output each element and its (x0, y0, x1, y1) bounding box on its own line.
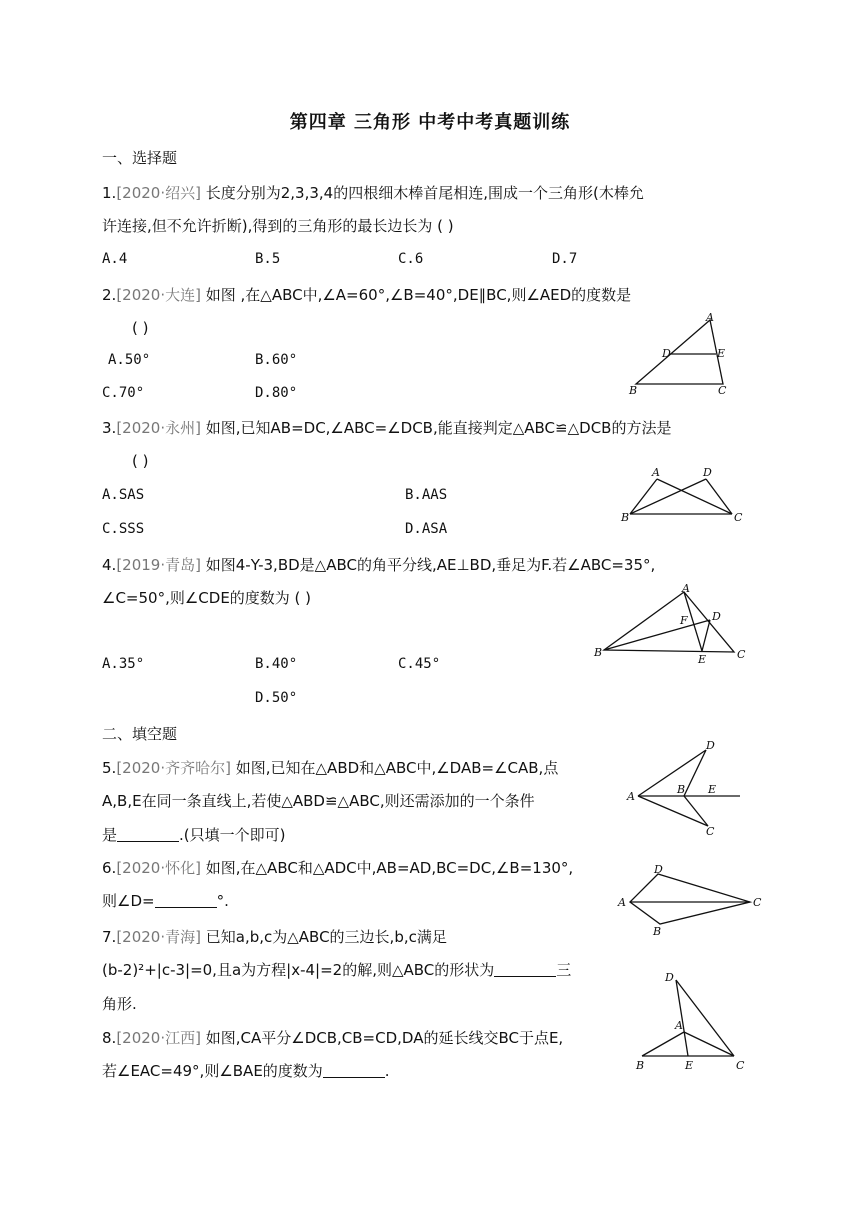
question-source: [2020·绍兴] (116, 184, 201, 202)
label-d: D (665, 971, 674, 984)
question-source: [2020·江西] (116, 1029, 201, 1047)
question-8-line-1 (102, 1028, 563, 1048)
question-5-line-2: A,B,E在同一条直线上,若使△ABD≌△ABC,则还需添加的一个条件 (102, 792, 535, 810)
q1-option-a[interactable]: A.4 (102, 251, 128, 267)
label-d: D (712, 610, 721, 623)
label-a: A (627, 790, 635, 803)
question-source: [2020·怀化] (116, 859, 201, 877)
label-f: F (680, 614, 688, 627)
question-text: (b-2)²+|c-3|=0,且a为方程|x-4|=2的解,则△ABC的形状为 (102, 961, 495, 979)
question-6-line-2 (102, 891, 229, 911)
label-a: A (675, 1019, 683, 1032)
label-c: C (706, 825, 715, 838)
question-number: 5. (102, 759, 117, 777)
q3-option-c[interactable]: C.SSS (102, 521, 145, 537)
label-a: A (618, 896, 626, 909)
question-text: 已知a,b,c为△ABC的三边长,b,c满足 (205, 928, 447, 946)
label-a: A (682, 582, 690, 595)
question-6-line-1 (102, 858, 573, 878)
q1-option-c[interactable]: C.6 (398, 251, 424, 267)
figure-q3-triangles (620, 462, 750, 524)
segment-ba (642, 1032, 684, 1056)
question-4-line-1 (102, 555, 655, 575)
segment-dc (706, 479, 732, 514)
question-2-line-2: ( ) (132, 319, 149, 337)
segment-de (676, 980, 688, 1056)
quadrilateral-adcb (630, 874, 750, 924)
question-text: 则∠D= (102, 892, 155, 910)
q4-option-d[interactable]: D.50° (255, 690, 298, 706)
q2-option-b[interactable]: B.60° (255, 352, 298, 368)
answer-blank[interactable] (155, 893, 217, 908)
answer-blank[interactable] (494, 962, 556, 977)
triangle-abc (636, 320, 726, 384)
question-text: 如图,已知在△ABD和△ABC中,∠DAB=∠CAB,点 (235, 759, 559, 777)
question-8-line-2 (102, 1061, 390, 1081)
q3-option-b[interactable]: B.AAS (405, 487, 448, 503)
answer-blank[interactable] (323, 1063, 385, 1078)
label-a: A (706, 311, 714, 324)
question-number: 1. (102, 184, 117, 202)
question-text: 如图,在△ABC和△ADC中,AB=AD,BC=DC,∠B=130°, (205, 859, 574, 877)
label-e: E (698, 653, 707, 666)
label-d: D (662, 347, 671, 360)
answer-blank[interactable] (117, 827, 179, 842)
question-number: 6. (102, 859, 117, 877)
label-b: B (594, 646, 603, 659)
figure-q8-diagram (632, 966, 752, 1074)
question-number: 4. (102, 556, 117, 574)
question-2-line-1 (102, 285, 631, 305)
q2-option-c[interactable]: C.70° (102, 385, 145, 401)
question-4-line-2: ∠C=50°,则∠CDE的度数为 ( ) (102, 589, 312, 607)
label-b: B (629, 384, 638, 397)
q4-option-a[interactable]: A.35° (102, 656, 145, 672)
question-3-line-2: ( ) (132, 452, 149, 470)
question-text: .(只填一个即可) (179, 826, 286, 844)
label-c: C (753, 896, 762, 909)
question-source: [2020·青海] (116, 928, 201, 946)
question-source: [2020·永州] (116, 419, 201, 437)
segment-ac (638, 796, 708, 826)
figure-q5-diagram (626, 738, 746, 838)
label-b: B (653, 925, 662, 938)
question-text: . (384, 1062, 390, 1080)
question-source: [2020·大连] (116, 286, 201, 304)
label-b: B (636, 1059, 645, 1072)
segment-de (702, 620, 710, 651)
label-d: D (703, 466, 712, 479)
question-source: [2020·齐齐哈尔] (116, 759, 231, 777)
label-e: E (685, 1059, 694, 1072)
label-e: E (717, 347, 726, 360)
figure-q6-kite (614, 862, 769, 940)
question-3-line-1 (102, 418, 671, 438)
q1-option-d[interactable]: D.7 (552, 251, 578, 267)
label-e: E (708, 783, 717, 796)
question-text: 三 (556, 961, 572, 979)
label-d: D (654, 863, 663, 876)
question-5-line-3 (102, 825, 286, 845)
segment-dc (676, 980, 734, 1056)
label-b: B (621, 511, 630, 524)
question-text: 如图,已知AB=DC,∠ABC=∠DCB,能直接判定△ABC≌△DCB的方法是 (205, 419, 672, 437)
label-a: A (652, 466, 660, 479)
question-text: 如图,CA平分∠DCB,CB=CD,DA的延长线交BC于点E, (205, 1029, 564, 1047)
question-number: 2. (102, 286, 117, 304)
figure-q2-triangle (628, 312, 738, 398)
question-source: [2019·青岛] (116, 556, 201, 574)
segment-ba (630, 479, 657, 514)
question-text: 如图4-Y-3,BD是△ABC的角平分线,AE⊥BD,垂足为F.若∠ABC=35°, (205, 556, 656, 574)
question-5-line-1 (102, 758, 558, 778)
q2-option-a[interactable]: A.50° (108, 352, 151, 368)
segment-ac (684, 1032, 734, 1056)
question-1-line-1 (102, 183, 644, 203)
q3-option-d[interactable]: D.ASA (405, 521, 448, 537)
question-7-line-1 (102, 927, 447, 947)
section-heading-fill: 二、填空题 (102, 725, 178, 743)
label-c: C (718, 384, 727, 397)
label-c: C (737, 648, 746, 661)
q2-option-d[interactable]: D.80° (255, 385, 298, 401)
segment-ad (638, 750, 706, 796)
label-d: D (706, 739, 715, 752)
label-c: C (734, 511, 743, 524)
question-1-line-2: 许连接,但不允许折断),得到的三角形的最长边长为 ( ) (102, 217, 454, 235)
section-heading-choice: 一、选择题 (102, 149, 178, 167)
question-7-line-2 (102, 960, 571, 980)
question-7-line-3: 角形. (102, 995, 137, 1013)
figure-q4-triangle (592, 582, 757, 664)
question-text: 是 (102, 826, 118, 844)
q4-option-c[interactable]: C.45° (398, 656, 441, 672)
question-text: °. (216, 892, 229, 910)
q3-option-a[interactable]: A.SAS (102, 487, 145, 503)
q4-option-b[interactable]: B.40° (255, 656, 298, 672)
question-text: 若∠EAC=49°,则∠BAE的度数为 (102, 1062, 323, 1080)
question-number: 3. (102, 419, 117, 437)
question-text: 长度分别为2,3,3,4的四根细木棒首尾相连,围成一个三角形(木棒允 (205, 184, 644, 202)
label-c: C (736, 1059, 745, 1072)
label-b: B (677, 783, 686, 796)
q1-option-b[interactable]: B.5 (255, 251, 281, 267)
question-number: 8. (102, 1029, 117, 1047)
question-number: 7. (102, 928, 117, 946)
question-text: 如图 ,在△ABC中,∠A=60°,∠B=40°,DE∥BC,则∠AED的度数是 (205, 286, 632, 304)
page-title: 第四章 三角形 中考中考真题训练 (289, 112, 571, 133)
